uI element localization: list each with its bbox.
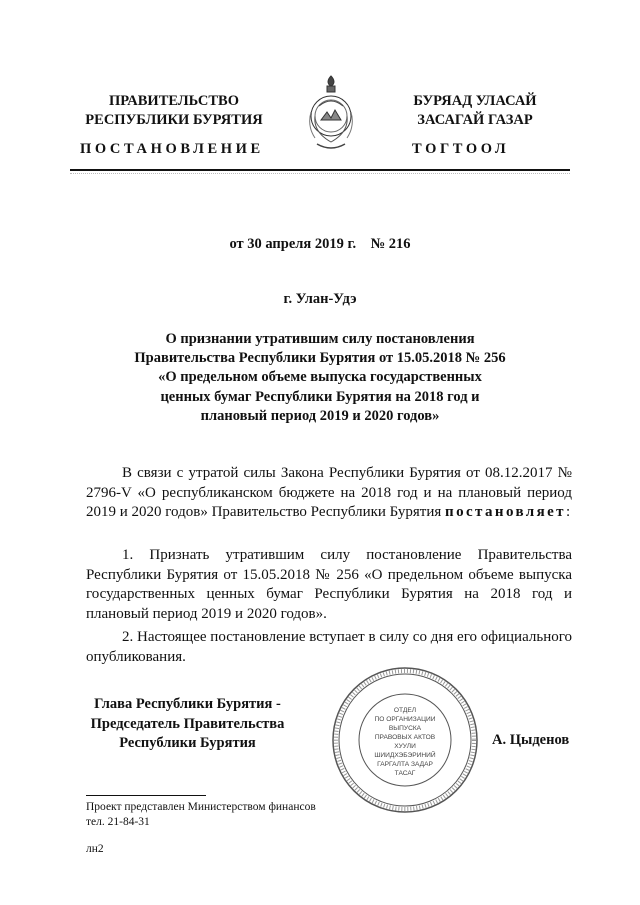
heading-line: О признании утратившим силу постановления [165,331,475,347]
buryatia-coat-of-arms-icon [303,72,359,156]
seal-text-line: ПО ОРГАНИЗАЦИИ [374,716,436,723]
clause-1-text: 1. Признать утратившим силу постановление Правительства Республики Бурятия от 15.05.2018 № 256 «О предельном объеме выпуска государственных ценных бумаг Республики Бурятия на 2018 год и плановый период 2019 и 2020 годов». [86,547,572,622]
document-date-number: от 30 апреля 2019 г. № 216 [229,236,411,252]
preamble-colon: : [565,504,571,521]
clause-2-paragraph [86,628,572,667]
signatory-title-line: Глава Республики Бурятия - [94,696,281,712]
document-type-ru: ПОСТАНОВЛЕНИЕ [80,141,264,157]
resolution-keyword: постановляет [445,504,566,521]
document-city: г. Улан-Удэ [283,291,357,307]
seal-text-line: ПРАВОВЫХ АКТОВ [374,734,436,741]
header-divider [70,169,570,171]
preamble-text: В связи с утратой силы Закона Республики Бурятия от 08.12.2017 № 2796-V «О республиканском бюджете на 2018 год и на плановый период 2019 и 2020 годов» Правительство Республики Бурятия [86,465,572,521]
seal-text-line: ШИИДХЭБЭРИНИЙ [374,752,436,759]
header-dotted-divider [70,173,570,174]
footer-code: лн2 [86,843,104,855]
seal-text-line: ВЫПУСКА [388,725,422,732]
footer-prepared-by: Проект представлен Министерством финансов [86,801,316,813]
footer-phone: тел. 21-84-31 [86,816,150,828]
clause-2-text: 2. Настоящее постановление вступает в силу со дня его официального опубликования. [86,629,572,665]
header-right-block [370,92,580,130]
signatory-title [70,695,305,754]
footer-divider [86,795,206,796]
seal-text-line: ХУУЛИ [394,743,416,750]
seal-text-line: ОТДЕЛ [393,707,417,714]
header-left-block [60,92,288,130]
header-right-line1: БУРЯАД УЛАСАЙ [413,93,537,109]
document-type-bua: ТОГТООЛ [412,141,510,157]
header-left-line1: ПРАВИТЕЛЬСТВО [109,93,239,109]
preamble-paragraph [86,464,572,523]
signatory-title-line: Республики Бурятия [119,735,256,751]
clause-1-paragraph [86,546,572,624]
signatory-name: А. Цыденов [492,732,570,748]
heading-line: Правительства Республики Бурятия от 15.05.2018 № 256 [134,350,506,367]
heading-line: плановый период 2019 и 2020 годов» [200,407,440,424]
header-left-line2: РЕСПУБЛИКИ БУРЯТИЯ [85,112,263,128]
header-right-line2: ЗАСАГАЙ ГАЗАР [417,112,533,128]
seal-text-line: ГАРГАЛТА ЗАДАР [377,761,433,768]
document-heading [95,330,545,426]
heading-line: ценных бумаг Республики Бурятия на 2018 год и [160,388,480,405]
signatory-title-line: Председатель Правительства [90,715,285,732]
heading-line: «О предельном объеме выпуска государственных [158,369,482,386]
official-seal-icon [330,665,480,815]
seal-text-line: ТАСАГ [394,770,416,777]
